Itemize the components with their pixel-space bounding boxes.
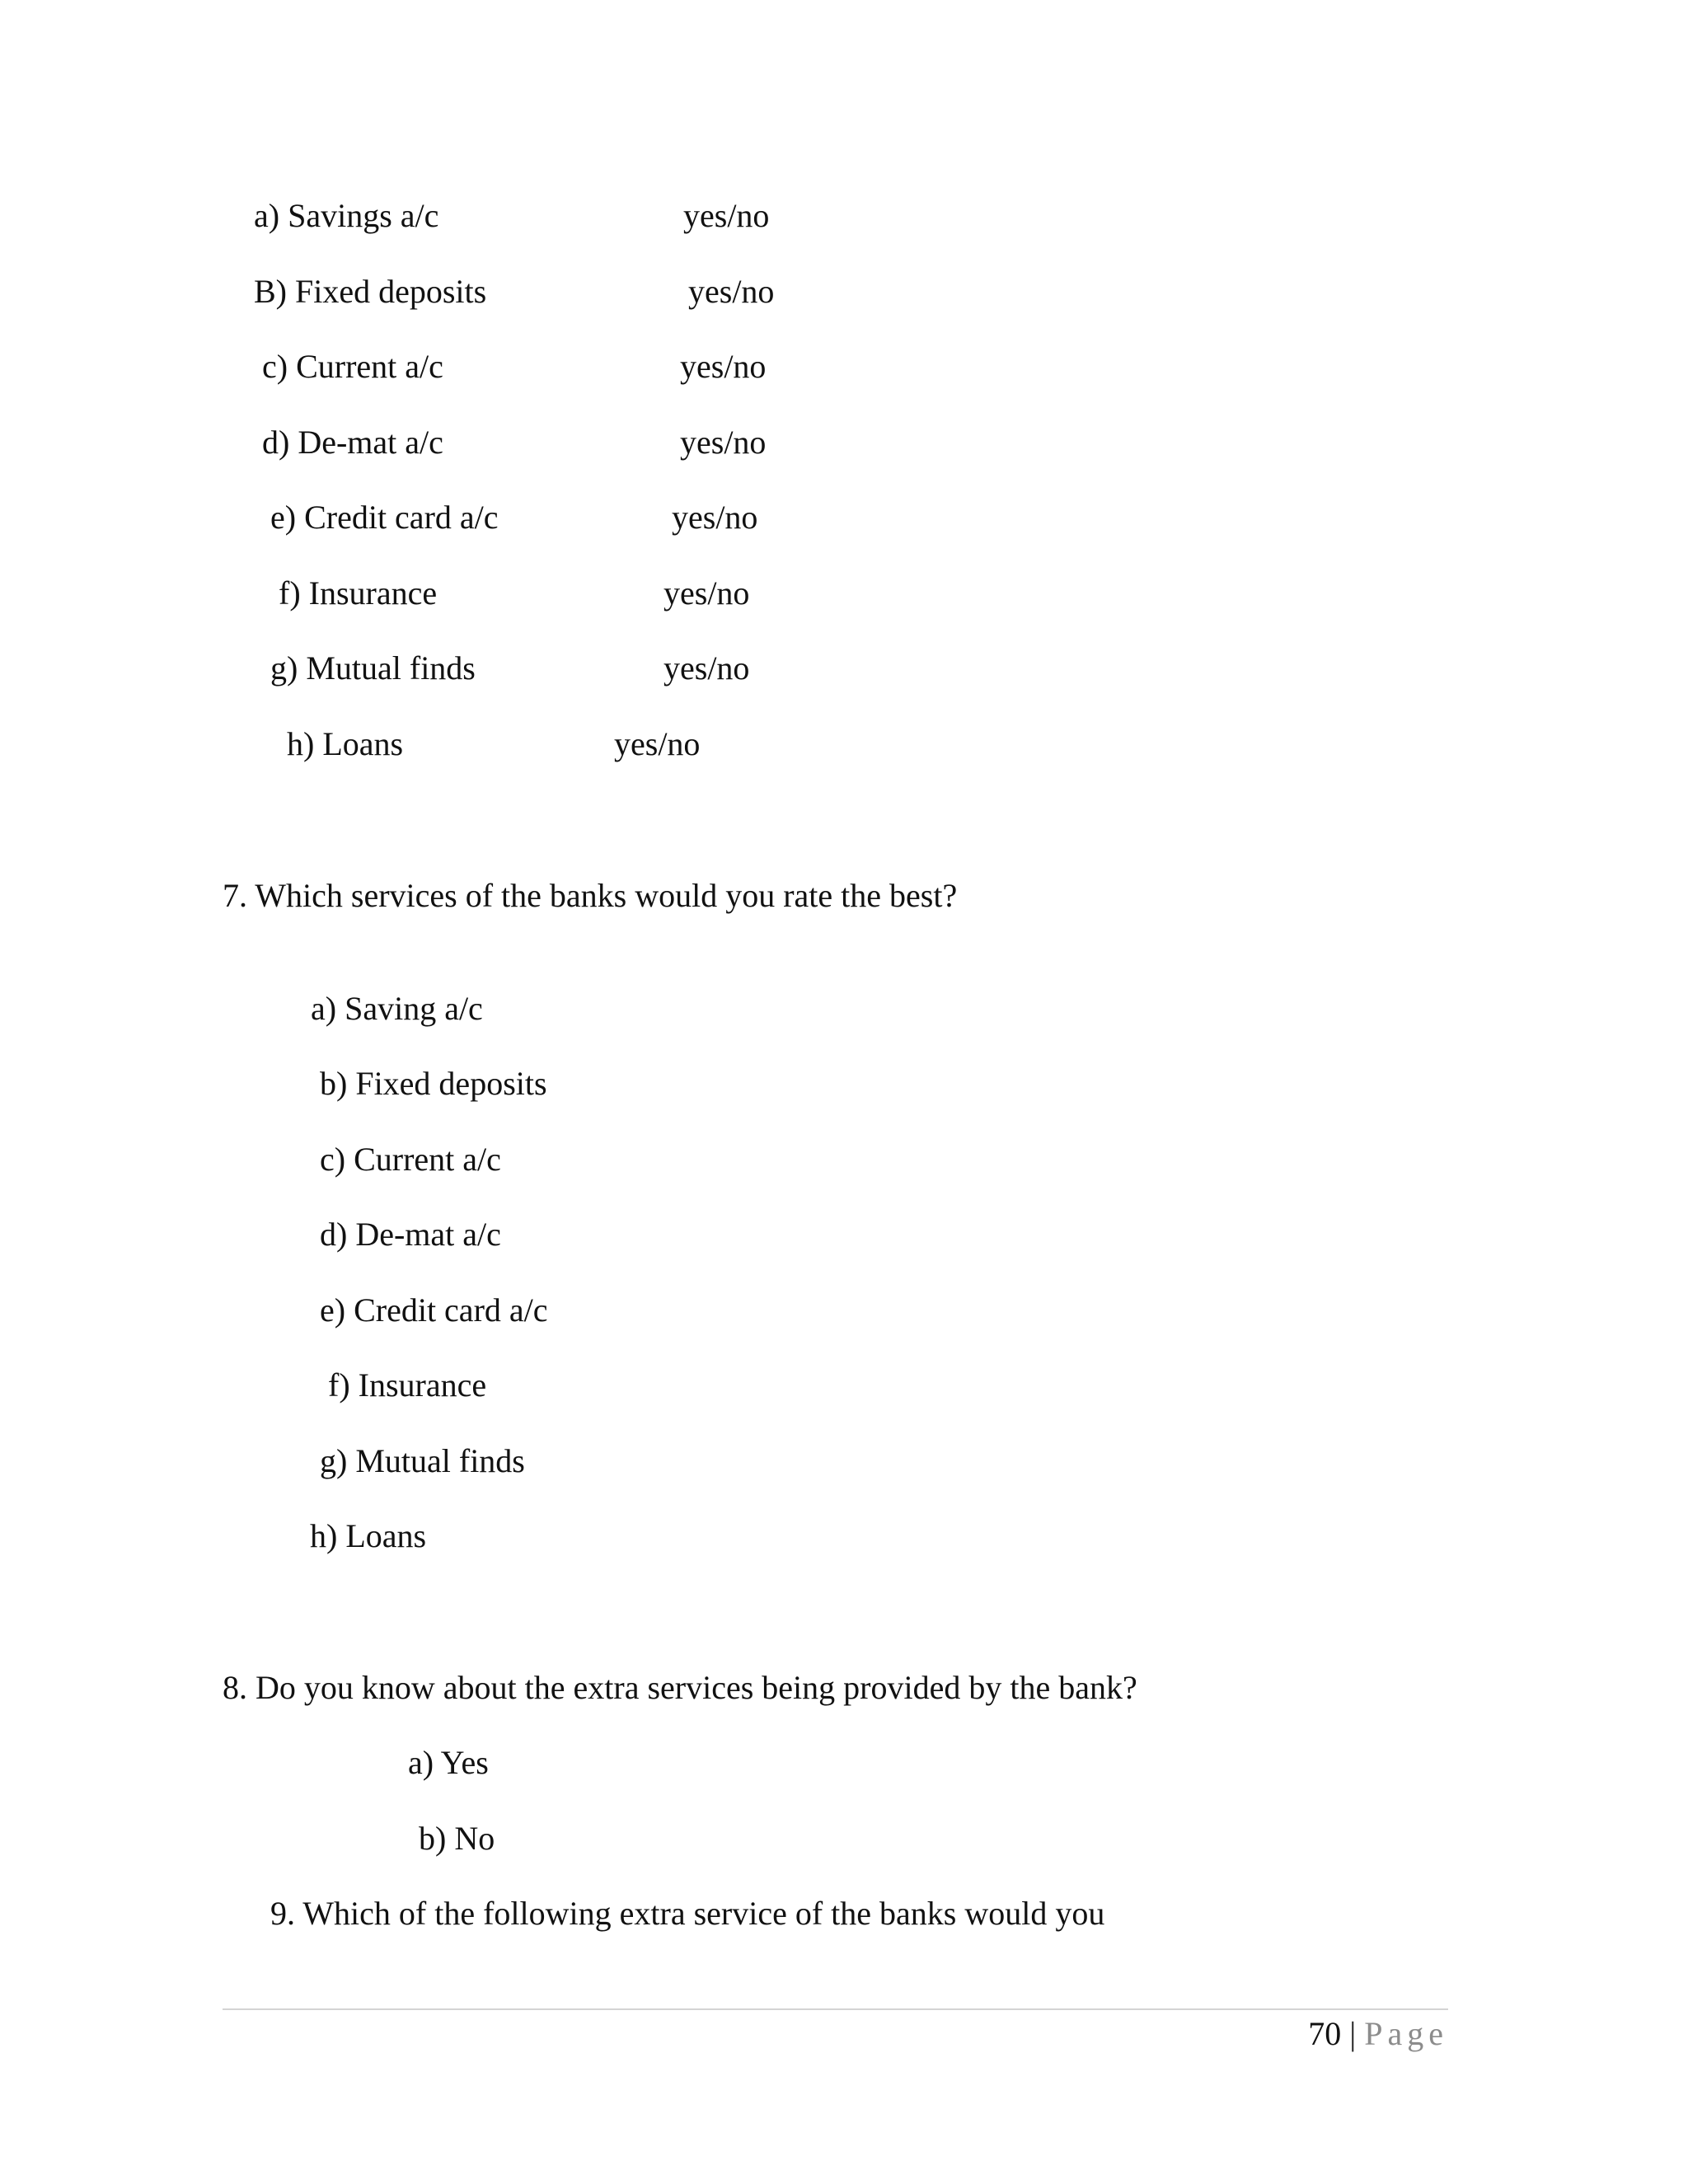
q6-item-label: d) De-mat a/c <box>262 424 443 461</box>
q6-item-answer: yes/no <box>672 499 758 536</box>
q8-question: 8. Do you know about the extra services being provided by the bank? <box>223 1669 1137 1706</box>
q6-item-label: f) Insurance <box>279 574 438 612</box>
q6-item-label: a) Savings a/c <box>254 197 439 234</box>
q8-option: a) Yes <box>408 1744 489 1781</box>
footer-separator: | <box>1349 2015 1357 2052</box>
q7-option: e) Credit card a/c <box>320 1291 548 1329</box>
q7-option: b) Fixed deposits <box>320 1065 547 1102</box>
q6-item-answer: yes/no <box>614 725 701 762</box>
q6-item-answer: yes/no <box>663 574 750 612</box>
q6-item-answer: yes/no <box>688 273 775 310</box>
q6-item-label: g) Mutual finds <box>270 649 476 687</box>
page-number: 70 <box>1308 2015 1342 2052</box>
q6-item-answer: yes/no <box>680 424 767 461</box>
q6-item-label: e) Credit card a/c <box>270 499 499 536</box>
q6-item-label: c) Current a/c <box>262 348 443 385</box>
q6-item-answer: yes/no <box>680 348 767 385</box>
q6-item-answer: yes/no <box>683 197 770 234</box>
page-footer <box>1308 2014 1448 2054</box>
q7-option: f) Insurance <box>328 1366 487 1404</box>
footer-divider <box>223 2008 1448 2010</box>
q7-option: d) De-mat a/c <box>320 1216 501 1253</box>
q7-option: h) Loans <box>310 1517 427 1554</box>
q6-item-label: h) Loans <box>287 725 404 762</box>
q6-item-label: B) Fixed deposits <box>254 273 487 310</box>
q7-option: a) Saving a/c <box>311 990 483 1027</box>
q7-option: c) Current a/c <box>320 1141 501 1178</box>
q6-item-answer: yes/no <box>663 649 750 687</box>
q7-option: g) Mutual finds <box>320 1442 525 1479</box>
q9-question: 9. Which of the following extra service of the banks would you <box>270 1895 1105 1932</box>
footer-page-word: Page <box>1364 2015 1448 2052</box>
q8-option: b) No <box>419 1820 495 1857</box>
q7-question: 7. Which services of the banks would you rate the best? <box>223 877 958 914</box>
